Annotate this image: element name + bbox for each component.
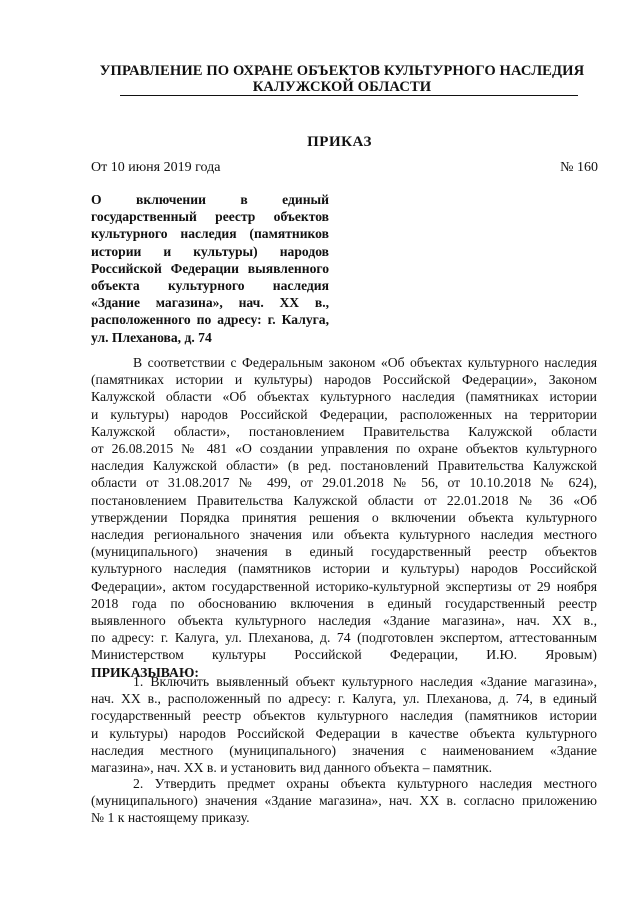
order-subject — [91, 191, 329, 346]
subject-line: «Здание магазина», нач. XX в., — [91, 295, 329, 311]
item1-line: государственный реестр объектов культурного наследия (памятников истории — [91, 708, 597, 724]
preamble-line: Федерации», актом государственной историко-культурной экспертизы от 29 ноября — [91, 578, 597, 594]
preamble-line: В соответствии с Федеральным законом «Об объектах культурного наследия — [133, 355, 597, 370]
item2-line: 2. Утвердить предмет охраны объекта культурного наследия местного — [133, 776, 597, 791]
organization-name-line2: КАЛУЖСКОЙ ОБЛАСТИ — [252, 79, 432, 95]
order-word: ПРИКАЗЫВАЮ: — [91, 664, 199, 680]
preamble-paragraph — [91, 354, 597, 681]
subject-line: ул. Плеханова, д. 74 — [91, 329, 212, 345]
item1-line: и культуры) народов Российской Федерации в качестве объекта культурного — [91, 725, 597, 741]
document-title: ПРИКАЗ — [307, 134, 372, 150]
item2-line: (муниципального) значения «Здание магазина», нач. XX в. согласно приложению — [91, 793, 597, 809]
preamble-line: (муниципального) значения в единый государственный реестр объектов — [91, 544, 597, 560]
item2-line: № 1 к настоящему приказу. — [91, 810, 250, 826]
subject-line: культурного наследия (памятников — [91, 226, 329, 242]
preamble-line: от 26.08.2015 № 481 «О создании управления по охране объектов культурного — [91, 441, 597, 457]
document-date: От 10 июня 2019 года — [91, 160, 221, 175]
preamble-line: Калужской области «Об объектах культурного наследия (памятниках истории — [91, 389, 597, 405]
preamble-line: наследия регионального значения или объекта культурного наследия местного — [91, 527, 597, 543]
subject-line: О включении в единый — [91, 192, 329, 207]
subject-line: Российской Федерации выявленного — [91, 260, 329, 276]
organization-name-line1: УПРАВЛЕНИЕ ПО ОХРАНЕ ОБЪЕКТОВ КУЛЬТУРНОГО НАСЛЕДИЯ — [99, 63, 585, 79]
item1-line: 1. Включить выявленный объект культурного наследия «Здание магазина», — [133, 674, 597, 689]
preamble-line: наследия Калужской области» (в ред. постановлений Правительства Калужской — [91, 458, 597, 474]
document-number: № 160 — [560, 160, 598, 175]
subject-line: объекта культурного наследия — [91, 278, 329, 294]
header-underline — [120, 95, 578, 96]
preamble-line: утверждении Порядка принятия решения о включении объекта культурного — [91, 509, 597, 525]
preamble-line: 2018 года по обоснованию включения в единый государственный реестр — [91, 595, 597, 611]
subject-line: государственный реестр объектов — [91, 209, 329, 225]
preamble-line: выявленного объекта культурного наследия «Здание магазина», нач. XX в., — [91, 613, 597, 629]
preamble-line: постановлением Правительства Калужской области от 22.01.2018 № 36 «Об — [91, 492, 597, 508]
order-item-1 — [91, 673, 597, 776]
preamble-line: Калужской области», постановлением Правительства Калужской области — [91, 423, 597, 439]
preamble-line: Министерством культуры Российской Федерации, И.Ю. Яровым) — [91, 647, 597, 663]
item1-line: наследия местного (муниципального) значения с наименованием «Здание — [91, 742, 597, 758]
item1-line: магазина», нач. XX в. и установить вид данного объекта – памятник. — [91, 760, 493, 776]
subject-line: истории и культуры) народов — [91, 243, 329, 259]
preamble-line: области от 31.08.2017 № 499, от 29.01.2018 № 56, от 10.10.2018 № 624), — [91, 475, 597, 491]
order-item-2 — [91, 775, 597, 827]
preamble-line: (памятниках истории и культуры) народов Российской Федерации», Законом — [91, 372, 597, 388]
subject-line: расположенного по адресу: г. Калуга, — [91, 312, 329, 328]
preamble-line: и культуры) народов Российской Федерации, расположенных на территории — [91, 406, 597, 422]
item1-line: нач. XX в., расположенный по адресу: г. Калуга, ул. Плеханова, д. 74, в единый — [91, 691, 597, 707]
preamble-line: по адресу: г. Калуга, ул. Плеханова, д. 74 (подготовлен экспертом, аттестованным — [91, 630, 597, 646]
preamble-line: культурного наследия (памятников истории и культуры) народов Российской — [91, 561, 597, 577]
